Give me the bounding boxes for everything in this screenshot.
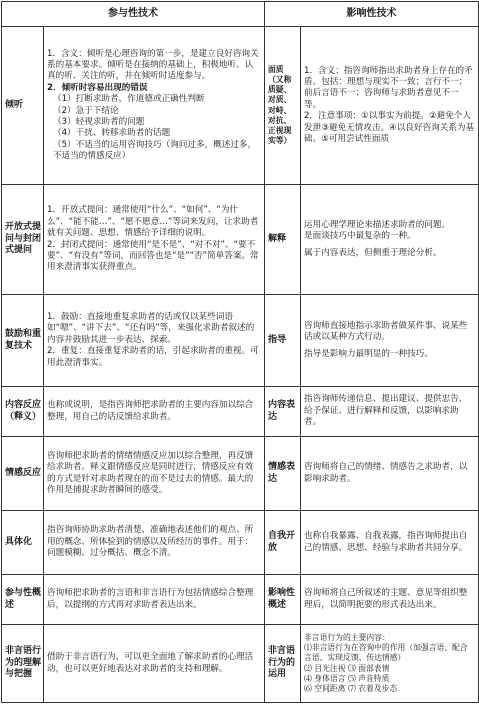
table-row (2, 387, 479, 437)
listening-definition: 1．含义：倾听是心理咨询的第一步，是建立良好咨询关系的基本要求。倾听是在接纳的基础上，积极地听、认真的听、关注的听，并在倾听时适度参与。 (47, 48, 259, 82)
header-participation: 参与性技术 (2, 2, 265, 27)
closed-question-text: 2．封闭式提问：通常使用“是不是”、“对不对”、“要不要”、“有没有”等词，而回答也是“是”“否”简单答案。常用来澄清事实获得重点。 (47, 239, 259, 273)
confrontation-content (301, 27, 479, 185)
row-label-nonverbal-understanding: 非言语行为的理解与把握 (2, 625, 44, 703)
interpretation-content (301, 185, 479, 295)
interpretation-line-2: 是面谈技巧中最复杂的一种。 (304, 231, 416, 242)
listening-error-3: （3）轻视求助者的问题 (53, 116, 145, 127)
concreteness-content (44, 511, 265, 575)
row-label-content-expression: 内容表达 (265, 387, 301, 437)
nonverbal-understanding-content (44, 625, 265, 703)
nonverbal-understanding-text: 借助于非言语行为，可以更全面地了解求助者的心理活动，也可以更好地表达对求助者的支持和理解。 (47, 652, 254, 674)
row-label-guidance: 指导 (265, 295, 301, 387)
listening-error-2: （2）急于下结论 (53, 105, 119, 116)
listening-error-4: （4）干扰、转移求助者的话题 (53, 128, 171, 139)
row-label-questioning: 开放式提问与封闭式提问 (2, 185, 44, 295)
self-disclosure-text: 也称自我暴露、自我表露，指咨询师提出自己的情感、思想、经验与求助者共同分享。 (304, 531, 468, 553)
content-expression-content (301, 387, 479, 437)
interpretation-line-3: 属于内容表达，但侧重于理论分析。 (304, 247, 442, 258)
row-label-self-disclosure: 自我开放 (265, 511, 301, 575)
emotional-expression-content (301, 437, 479, 511)
content-expression-text: 指咨询师传递信息、提出建议、提供忠告，给予保证、进行解释和反馈，以影响求助者。 (304, 394, 468, 428)
influential-summary-text: 咨询师将自己所叙述的主题、意见等组织整理后，以简明扼要的形式表达出来。 (304, 588, 468, 610)
row-label-confrontation: 面质（又称质疑、对质、对峙、对抗、正视现实等） (265, 27, 301, 185)
guidance-content (301, 295, 479, 387)
interpretation-line-1: 运用心理学理论来描述求助者的问题。 (304, 219, 451, 230)
questioning-content (44, 185, 265, 295)
table-row (2, 295, 479, 387)
participative-summary-content (44, 575, 265, 625)
encouragement-content (44, 295, 265, 387)
table-row (2, 511, 479, 575)
table-row (2, 185, 479, 295)
emotional-reflection-content (44, 437, 265, 511)
nonverbal-use-line-2: ⑴非言语行为在咨询中的作用（加强言语、配合言语、实现反馈、传达情感） (304, 643, 468, 663)
open-question-text: 1．开放式提问：通常使用“什么”、“如何”、“为什么”、“能不能…”、“愿不愿意…”等词来发问，让求助者就有关问题、思想、情感给予详细的说明。 (47, 205, 259, 239)
paraphrase-content (44, 387, 265, 437)
paraphrase-text: 也称或说明，是指咨询师把求助者的主要内容加以综合整理，用自己的话反馈给求助者。 (47, 400, 254, 422)
confrontation-notes: 2．注意事项：①以事实为前提。②避免个人发泄③避免无情攻击。④以良好咨询关系为基础。⑤可用尝试性面质 (304, 111, 475, 144)
table-row (2, 27, 479, 185)
encouragement-text: 1．鼓励：直接地重复求助者的话或仅以某些词语如“嗯”、“讲下去”、“还有吗”等，来强化求助者叙述的内容并鼓励其进一步表达、探索。 (47, 312, 255, 345)
table-row (2, 625, 479, 703)
guidance-line-1: 咨询师直接地指示求助者做某件事、说某些话或以某种方式行动。 (304, 320, 468, 343)
table-row (2, 437, 479, 511)
table-row (2, 575, 479, 625)
row-label-nonverbal-use: 非言语行为的运用 (265, 625, 301, 703)
row-label-encouragement: 鼓励和重复技术 (2, 295, 44, 387)
row-label-influential-summary: 影响性概述 (265, 575, 301, 625)
header-row (2, 2, 479, 27)
row-label-emotional-expression: 情感表达 (265, 437, 301, 511)
row-label-emotional-reflection: 情感反应 (2, 437, 44, 511)
participative-summary-text: 咨询师把求助者的言语和非言语行为包括情感综合整理后，以提纲的方式再对求助者表达出来。 (47, 588, 254, 610)
row-label-listening: 倾听 (2, 27, 44, 185)
self-disclosure-content (301, 511, 479, 575)
concreteness-text: 指咨询师协助求助者清楚、准确地表述他们的观点、所用的概念、所体验到的情感以及所经历的事件。用于：问题模糊、过分概括、概念不清。 (47, 525, 254, 559)
nonverbal-use-line-4: ⑷ 身体语言 ⑸ 声音特质 (304, 673, 390, 683)
header-influence: 影响性技术 (265, 2, 479, 27)
listening-errors-heading: 2．倾听时容易出现的错误 (47, 82, 148, 93)
listening-error-5: （5）不适当的运用咨询技巧（询问过多，概述过多，不适当的情感反应） (53, 139, 257, 161)
row-label-concreteness: 具体化 (2, 511, 44, 575)
nonverbal-use-line-1: 非言语行为的主要内容： (304, 633, 390, 643)
nonverbal-use-line-3: ⑵ 目光注视 ⑶ 面部表情 (304, 663, 390, 673)
emotional-reflection-text: 咨询师把求助者的情绪情感反应加以综合整理，再反馈给求助者。释义跟情感反应是同时进行，情感反应有效的方式是针对求助者现在的而不是过去的情感。最大的作用是捕捉求助者瞬间的感受。 (47, 450, 254, 495)
nonverbal-use-line-5: ⑹ 空间距离 ⑺ 衣着及步态 (304, 683, 398, 693)
listening-content (44, 27, 265, 185)
guidance-line-2: 指导是影响力最明显的一种技巧。 (304, 348, 433, 359)
influential-summary-content (301, 575, 479, 625)
nonverbal-use-content (301, 625, 479, 703)
emotional-expression-text: 咨询师将自己的情绪、情感告之求助者，以影响求助者。 (304, 462, 468, 484)
repetition-text: 2．重复：直接重复求助者的话，引起求助者的重视。可用此澄清事实。 (47, 346, 259, 368)
techniques-table (1, 1, 479, 703)
row-label-participative-summary: 参与性概述 (2, 575, 44, 625)
row-label-paraphrase: 内容反应（释义） (2, 387, 44, 437)
row-label-interpretation: 解释 (265, 185, 301, 295)
confrontation-definition: 1．含义：指咨询师指出求助者身上存在的矛盾。包括：理想与现实不一致；言行不一；前后言语不一；咨询师与求助者意见不一等。 (304, 65, 473, 110)
listening-error-1: （1）打断求助者，作道德或正确性判断 (53, 94, 205, 105)
